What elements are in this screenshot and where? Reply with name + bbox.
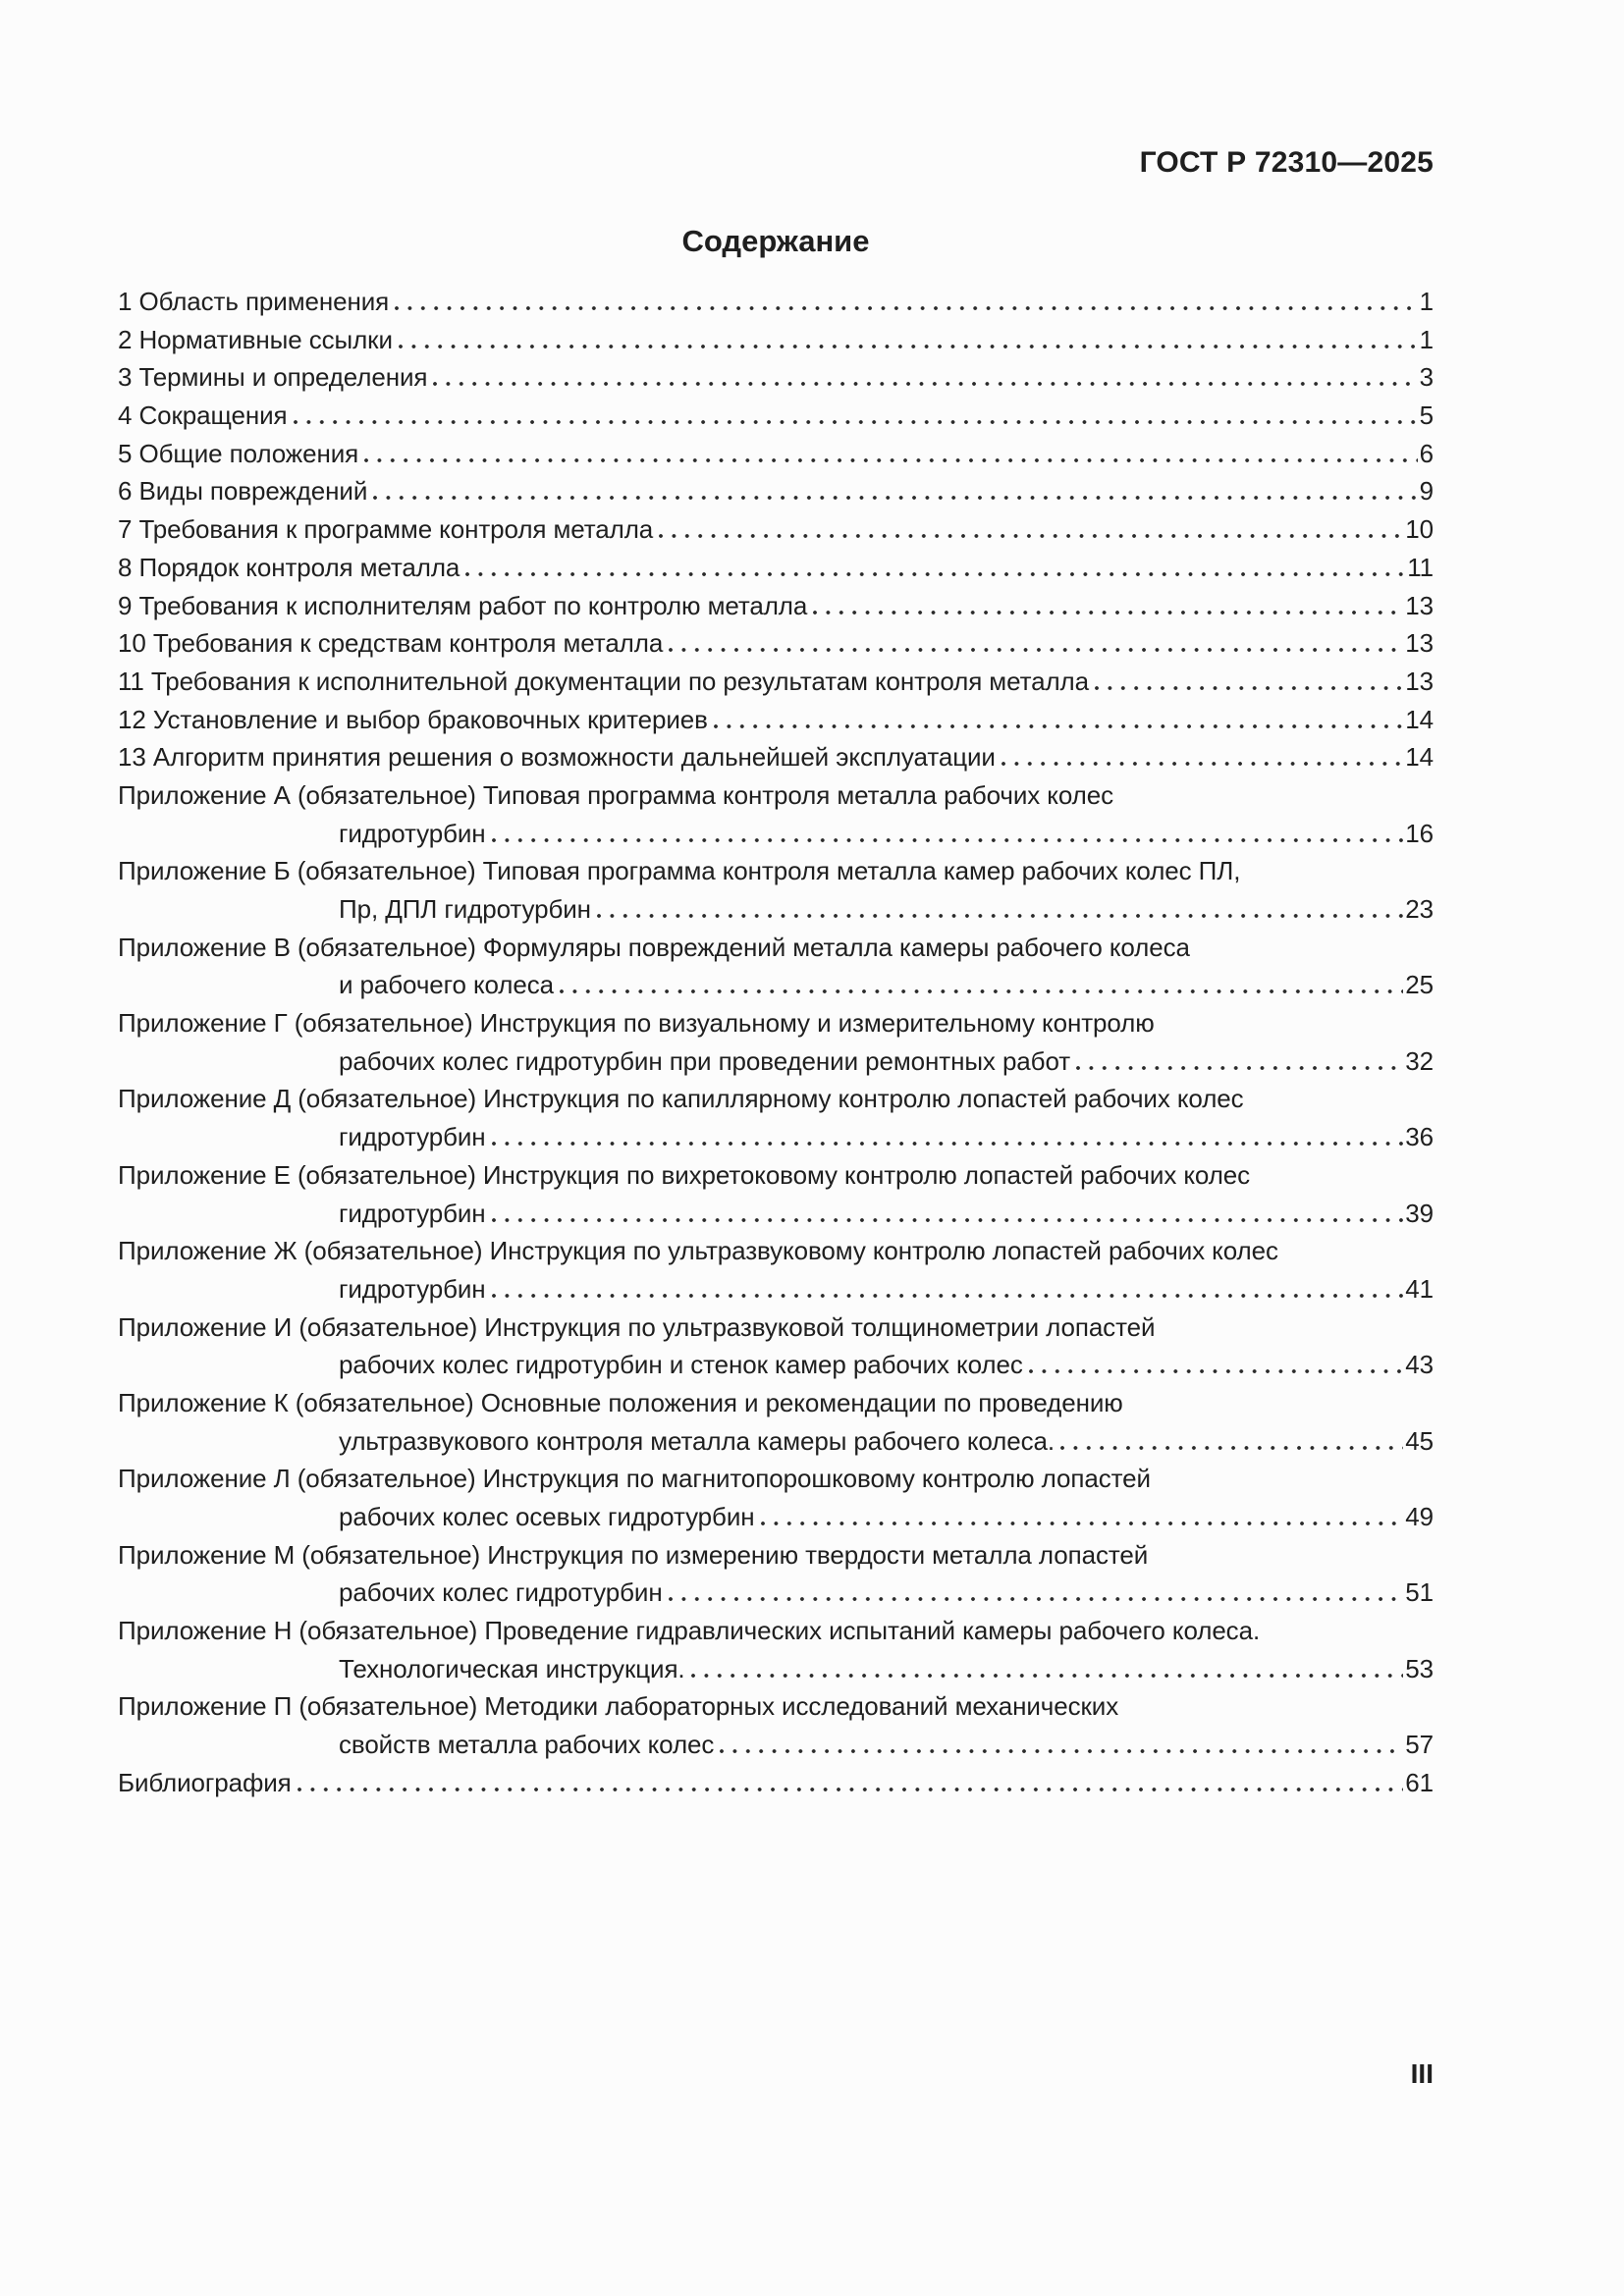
dot-leader <box>1076 1066 1403 1070</box>
toc-entry-text: 4 Сокращения <box>118 400 288 431</box>
page-number: 5 <box>1419 400 1434 431</box>
toc-entry-line <box>118 283 1434 321</box>
toc-entry-text: ультразвукового контроля металла камеры рабочего колеса. <box>339 1425 1055 1456</box>
toc-entry-line2 <box>118 1042 1434 1081</box>
page-number: 13 <box>1405 590 1434 620</box>
dot-leader <box>373 496 1417 500</box>
toc-entry-text: 12 Установление и выбор браковочных критериев <box>118 704 708 734</box>
dot-leader <box>298 1788 1404 1791</box>
toc-entry-line1: Приложение Г (обязательное) Инструкция по визуальному и измерительному контролю <box>118 1008 1155 1039</box>
toc-entry <box>118 1004 1434 1080</box>
standard-designation: ГОСТ Р 72310—2025 <box>1139 146 1434 179</box>
toc-entry-line1: Приложение Ж (обязательное) Инструкция по ультразвуковому контролю лопастей рабочих колес <box>118 1236 1278 1266</box>
dot-leader <box>465 572 1405 576</box>
page-number: 25 <box>1405 970 1434 1000</box>
toc-entry <box>118 1232 1434 1308</box>
toc-entry-line1: Приложение В (обязательное) Формуляры повреждений металла камеры рабочего колеса <box>118 932 1190 962</box>
dot-leader <box>691 1674 1404 1678</box>
toc-entry-line <box>118 472 1434 510</box>
toc-entry <box>118 852 1434 928</box>
dot-leader <box>433 382 1417 386</box>
dot-leader <box>1060 1446 1403 1450</box>
toc-entry-line <box>118 549 1434 587</box>
dot-leader <box>1029 1369 1404 1373</box>
toc-entry <box>118 1156 1434 1232</box>
page-number: 57 <box>1405 1730 1434 1760</box>
toc-entry <box>118 510 1434 549</box>
toc-entry-text: гидротурбин <box>339 1198 486 1228</box>
toc-entry-text: 11 Требования к исполнительной документации по результатам контроля металла <box>118 666 1089 696</box>
toc-entry <box>118 738 1434 776</box>
toc-entry-line <box>118 358 1434 397</box>
page-number: 10 <box>1405 514 1434 545</box>
toc-entry-text: рабочих колес гидротурбин и стенок камер рабочих колес <box>339 1350 1023 1380</box>
toc-entry <box>118 321 1434 359</box>
page-title: Содержание <box>681 224 870 258</box>
toc-entry-text: 5 Общие положения <box>118 438 359 468</box>
dot-leader <box>597 914 1403 918</box>
dot-leader <box>1095 686 1403 690</box>
page-number: 41 <box>1405 1273 1434 1304</box>
dot-leader <box>669 648 1403 652</box>
toc-entry-text: рабочих колес гидротурбин при проведении ремонтных работ <box>339 1045 1071 1076</box>
toc-entry-text: Пр, ДПЛ гидротурбин <box>339 894 591 924</box>
dot-leader <box>761 1522 1404 1525</box>
toc-entry-line1: Приложение И (обязательное) Инструкция по ультразвуковой толщинометрии лопастей <box>118 1311 1156 1342</box>
page-number: 1 <box>1419 324 1434 354</box>
toc-entry <box>118 1384 1434 1460</box>
toc-entry <box>118 701 1434 739</box>
toc-entry <box>118 1687 1434 1763</box>
toc-entry-text: 6 Виды повреждений <box>118 476 368 507</box>
toc-entry-line <box>118 663 1434 701</box>
page-number: 43 <box>1405 1350 1434 1380</box>
toc-entry-line1: Приложение Л (обязательное) Инструкция по магнитопорошковому контролю лопастей <box>118 1464 1151 1494</box>
page-number: 53 <box>1405 1653 1434 1683</box>
page-number: 36 <box>1405 1122 1434 1152</box>
dot-leader <box>659 534 1403 538</box>
toc-entry-line1: Приложение К (обязательное) Основные положения и рекомендации по проведению <box>118 1387 1123 1417</box>
toc-entry-line1: Приложение Н (обязательное) Проведение гидравлических испытаний камеры рабочего колеса. <box>118 1616 1261 1646</box>
toc-entry <box>118 435 1434 473</box>
toc-entry-line <box>118 701 1434 739</box>
page-number: 9 <box>1419 476 1434 507</box>
toc-entry-line1: Приложение Е (обязательное) Инструкция по вихретоковому контролю лопастей рабочих колес <box>118 1159 1251 1190</box>
page-number: 23 <box>1405 894 1434 924</box>
toc-entry-line1: Приложение Б (обязательное) Типовая программа контроля металла камер рабочих колес ПЛ, <box>118 856 1241 886</box>
dot-leader <box>720 1749 1403 1753</box>
toc-entry <box>118 1308 1434 1384</box>
toc-entry-text: свойств металла рабочих колес <box>339 1730 715 1760</box>
dot-leader <box>492 1142 1404 1146</box>
toc-entry <box>118 1764 1434 1802</box>
toc-entry-text: 1 Область применения <box>118 287 390 316</box>
toc-entry <box>118 1612 1434 1687</box>
toc-entry <box>118 663 1434 701</box>
toc-entry-line1: Приложение Д (обязательное) Инструкция по капиллярному контролю лопастей рабочих колес <box>118 1084 1244 1114</box>
table-of-contents <box>118 283 1434 1802</box>
toc-entry-text: гидротурбин <box>339 1122 486 1152</box>
page-number: 13 <box>1405 628 1434 659</box>
toc-entry-text: 2 Нормативные ссылки <box>118 324 393 354</box>
toc-entry-line2 <box>118 1118 1434 1156</box>
page-number: 45 <box>1405 1425 1434 1456</box>
dot-leader <box>395 306 1418 310</box>
dot-leader <box>1001 762 1403 766</box>
toc-entry-text: гидротурбин <box>339 1273 486 1304</box>
toc-entry <box>118 776 1434 852</box>
folio-page-number: III <box>1410 2058 1434 2089</box>
page-number: 14 <box>1405 742 1434 773</box>
toc-entry-text: 8 Порядок контроля металла <box>118 552 460 582</box>
toc-entry <box>118 358 1434 397</box>
page-number: 61 <box>1405 1767 1434 1797</box>
page-number: 32 <box>1405 1045 1434 1076</box>
page-number: 39 <box>1405 1198 1434 1228</box>
toc-entry-line <box>118 397 1434 435</box>
dot-leader <box>294 420 1418 424</box>
page-number: 14 <box>1405 704 1434 734</box>
toc-entry <box>118 587 1434 625</box>
toc-entry-text: Технологическая инструкция. <box>339 1653 685 1683</box>
toc-entry-text: рабочих колес осевых гидротурбин <box>339 1502 755 1531</box>
page-number: 11 <box>1407 552 1434 582</box>
toc-entry-line <box>118 510 1434 549</box>
dot-leader <box>813 611 1403 614</box>
page-number: 16 <box>1405 818 1434 848</box>
toc-entry <box>118 929 1434 1004</box>
dot-leader <box>492 1294 1404 1298</box>
toc-entry <box>118 549 1434 587</box>
page-number: 3 <box>1419 362 1434 393</box>
page-number: 6 <box>1419 438 1434 468</box>
toc-entry-line2 <box>118 1574 1434 1612</box>
toc-entry-line2 <box>118 1422 1434 1461</box>
toc-entry-line2 <box>118 890 1434 929</box>
toc-entry-line2 <box>118 1346 1434 1384</box>
page-number: 49 <box>1405 1502 1434 1531</box>
page-number: 51 <box>1405 1577 1434 1608</box>
toc-entry-text: 7 Требования к программе контроля металла <box>118 514 654 545</box>
toc-entry-line2 <box>118 1270 1434 1308</box>
toc-entry-text: и рабочего колеса <box>339 970 554 1000</box>
toc-entry-line1: Приложение М (обязательное) Инструкция по измерению твердости металла лопастей <box>118 1539 1149 1570</box>
toc-entry-line2 <box>118 1195 1434 1233</box>
toc-entry-line2 <box>118 1726 1434 1764</box>
toc-entry-text: рабочих колес гидротурбин <box>339 1577 663 1608</box>
toc-entry-text: 9 Требования к исполнителям работ по контролю металла <box>118 590 808 620</box>
toc-entry <box>118 472 1434 510</box>
toc-entry-line <box>118 587 1434 625</box>
toc-entry <box>118 1536 1434 1612</box>
toc-entry-line2 <box>118 1498 1434 1536</box>
toc-entry-line <box>118 738 1434 776</box>
dot-leader <box>364 458 1418 462</box>
toc-entry-line <box>118 624 1434 663</box>
toc-entry-line2 <box>118 1650 1434 1688</box>
toc-entry-text: гидротурбин <box>339 818 486 848</box>
toc-entry-line1: Приложение А (обязательное) Типовая программа контроля металла рабочих колес <box>118 779 1113 810</box>
toc-entry-line <box>118 321 1434 359</box>
page-number: 1 <box>1419 287 1434 316</box>
toc-entry-line <box>118 1764 1434 1802</box>
toc-entry-text: 10 Требования к средствам контроля металла <box>118 628 664 659</box>
dot-leader <box>560 989 1403 993</box>
dot-leader <box>492 1218 1404 1222</box>
toc-entry-line2 <box>118 815 1434 853</box>
toc-entry-text: 3 Термины и определения <box>118 362 428 393</box>
toc-entry <box>118 624 1434 663</box>
dot-leader <box>669 1597 1404 1601</box>
dot-leader <box>492 838 1404 842</box>
dot-leader <box>714 724 1403 728</box>
dot-leader <box>399 345 1418 348</box>
toc-entry-line <box>118 435 1434 473</box>
toc-entry-line2 <box>118 966 1434 1004</box>
toc-entry-line1: Приложение П (обязательное) Методики лабораторных исследований механических <box>118 1691 1119 1722</box>
toc-entry-text: 13 Алгоритм принятия решения о возможности дальнейшей эксплуатации <box>118 742 996 773</box>
toc-entry <box>118 283 1434 321</box>
toc-entry <box>118 1080 1434 1155</box>
toc-entry <box>118 1460 1434 1535</box>
toc-entry-text: Библиография <box>118 1767 292 1797</box>
toc-entry <box>118 397 1434 435</box>
page-number: 13 <box>1405 666 1434 696</box>
